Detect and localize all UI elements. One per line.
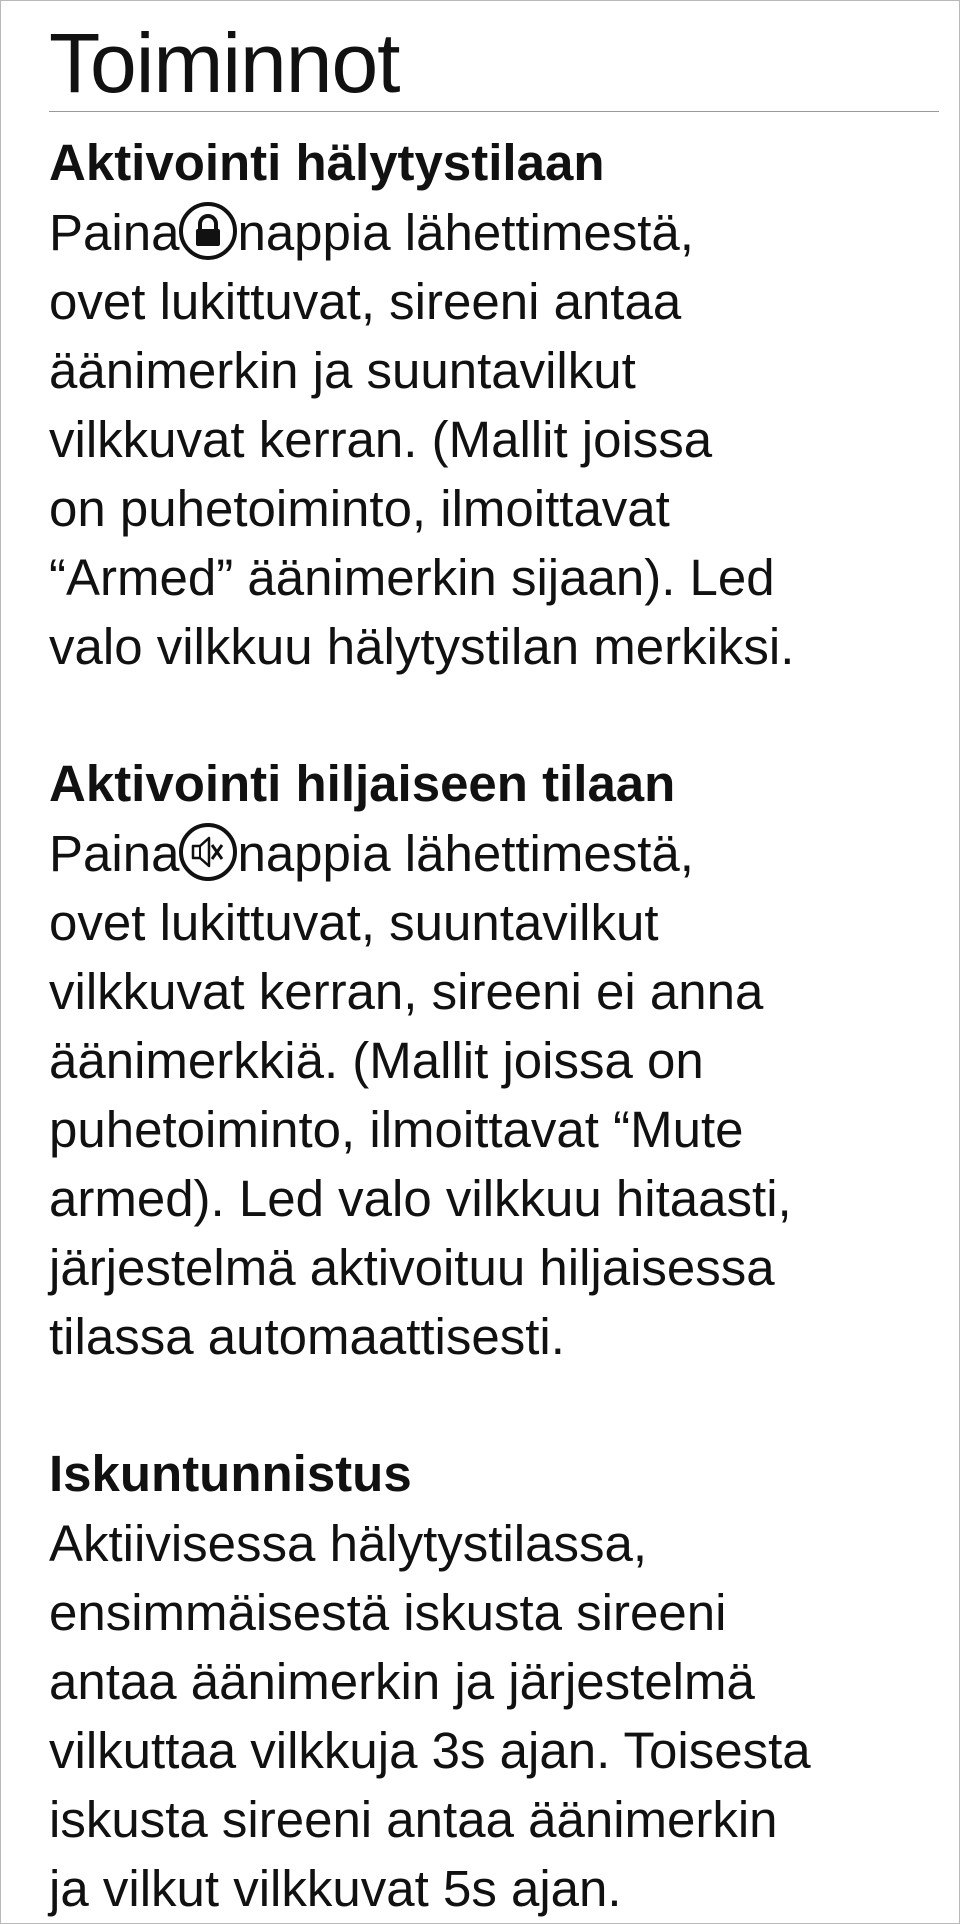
body-line: äänimerkkiä. (Mallit joissa on — [49, 1032, 704, 1089]
section-body — [49, 198, 939, 681]
body-text: nappia lähettimestä, — [237, 825, 694, 882]
body-line: on puhetoiminto, ilmoittavat — [49, 480, 670, 537]
body-line: ovet lukittuvat, sireeni antaa — [49, 273, 682, 330]
section-body — [49, 819, 939, 1371]
body-text: nappia lähettimestä, — [237, 204, 694, 261]
body-line: tilassa automaattisesti. — [49, 1308, 565, 1365]
body-line: ensimmäisestä iskusta sireeni — [49, 1584, 727, 1641]
body-text: Paina — [49, 204, 180, 261]
body-line: antaa äänimerkin ja järjestelmä — [49, 1653, 755, 1710]
body-line — [49, 819, 939, 888]
section-heading: Iskuntunnistus — [49, 1445, 412, 1502]
body-line: “Armed” äänimerkin sijaan). Led — [49, 549, 775, 606]
document-content — [49, 1, 939, 1923]
body-line: vilkkuvat kerran, sireeni ei anna — [49, 963, 764, 1020]
body-line — [49, 198, 939, 267]
body-line: vilkuttaa vilkkuja 3s ajan. Toisesta — [49, 1722, 811, 1779]
page-title: Toiminnot — [49, 21, 939, 112]
body-line: ovet lukittuvat, suuntavilkut — [49, 894, 659, 951]
section-heading: Aktivointi hiljaiseen tilaan — [49, 755, 676, 812]
body-line: äänimerkin ja suuntavilkut — [49, 342, 636, 399]
body-line: järjestelmä aktivoituu hiljaisessa — [49, 1239, 775, 1296]
section-silent-arm — [49, 749, 939, 1371]
body-line: Aktiivisessa hälytystilassa, — [49, 1515, 648, 1572]
body-line: puhetoiminto, ilmoittavat “Mute — [49, 1101, 744, 1158]
body-text: Paina — [49, 825, 180, 882]
section-shock-sensor — [49, 1439, 939, 1923]
lock-icon — [179, 202, 237, 260]
body-line: ja vilkut vilkkuvat 5s ajan. — [49, 1860, 622, 1917]
body-line: iskusta sireeni antaa äänimerkin — [49, 1791, 778, 1848]
body-line: valo vilkkuu hälytystilan merkiksi. — [49, 618, 795, 675]
body-line: vilkkuvat kerran. (Mallit joissa — [49, 411, 713, 468]
section-heading: Aktivointi hälytystilaan — [49, 134, 605, 191]
section-body — [49, 1509, 939, 1923]
section-arm — [49, 128, 939, 681]
speaker-mute-icon — [179, 823, 237, 881]
body-line: armed). Led valo vilkkuu hitaasti, — [49, 1170, 792, 1227]
